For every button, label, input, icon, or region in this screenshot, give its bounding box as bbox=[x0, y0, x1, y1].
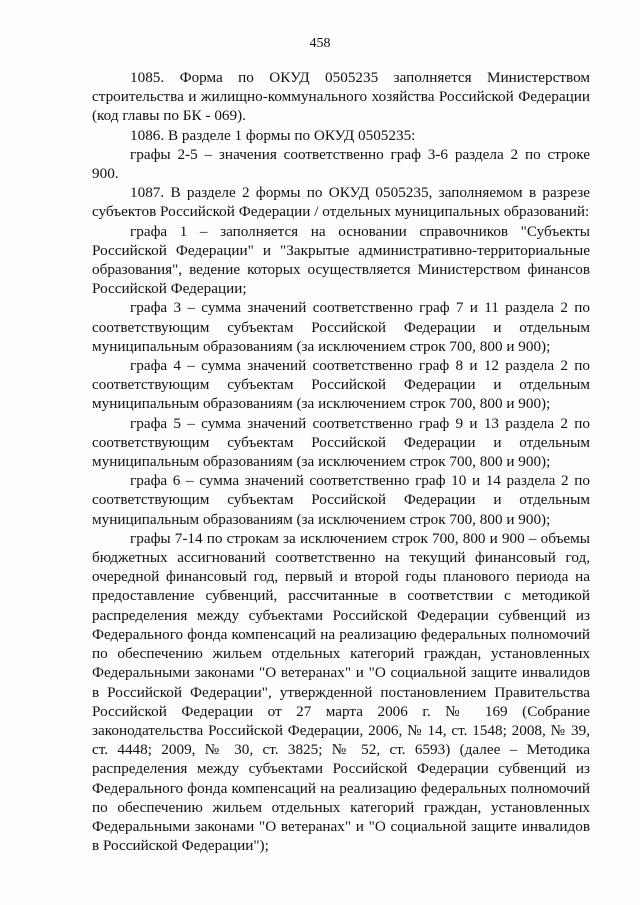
paragraph-column-6: графа 6 – сумма значений соответственно граф 10 и 14 раздела 2 по соответствующим субъектам Российской Федерации и отдельным муниципальным образованиям (за исключением строк 700, 800 и 900); bbox=[92, 472, 590, 528]
paragraph-1087: 1087. В разделе 2 формы по ОКУД 0505235, заполняемом в разрезе субъектов Российской Федерации / отдельных муниципальных образований: bbox=[92, 184, 590, 221]
paragraph-columns-7-14: графы 7-14 по строкам за исключением строк 700, 800 и 900 – объемы бюджетных ассигнований соответственно на текущий финансовый год, очередной финансовый год, первый и второй годы планового периода на предоставление субвенций, рассчитанные в соответствии с методикой распределения между субъектами Российской Федерации субвенций из Федерального фонда компенсаций на реализацию федеральных полномочий по обеспечению жильем отдельных категорий граждан, установленных Федеральными законами "О ветеранах" и "О социальной защите инвалидов в Российской Федерации", утвержденной постановлением Правительства Российской Федерации от 27 марта 2006 г. № 169 (Собрание законодательства Российской Федерации, 2006, № 14, ст. 1548; 2008, № 39, ст. 4448; 2009, № 30, ст. 3825; № 52, ст. 6593) (далее – Методика распределения между субъектами Российской Федерации субвенций из Федерального фонда компенсаций на реализацию федеральных полномочий по обеспечению жильем отдельных категорий граждан, установленных Федеральными законами "О ветеранах" и "О социальной защите инвалидов в Российской Федерации"); bbox=[92, 529, 590, 855]
page-number: 458 bbox=[309, 36, 331, 51]
paragraph-column-4: графа 4 – сумма значений соответственно граф 8 и 12 раздела 2 по соответствующим субъектам Российской Федерации и отдельным муниципальным образованиям (за исключением строк 700, 800 и 900); bbox=[92, 357, 590, 413]
paragraph-1086: 1086. В разделе 1 формы по ОКУД 0505235: bbox=[130, 126, 416, 144]
paragraph-column-1: графа 1 – заполняется на основании справочников "Субъекты Российской Федерации" и "Закрытые административно-территориальные образования", ведение которых осуществляется Министерством финансов Российской Федерации; bbox=[92, 222, 590, 298]
paragraph-column-5: графа 5 – сумма значений соответственно граф 9 и 13 раздела 2 по соответствующим субъектам Российской Федерации и отдельным муниципальным образованиям (за исключением строк 700, 800 и 900); bbox=[92, 414, 590, 471]
paragraph-1085: 1085. Форма по ОКУД 0505235 заполняется Министерством строительства и жилищно-коммунального хозяйства Российской Федерации (код главы по БК - 069). bbox=[92, 69, 590, 125]
document-body bbox=[92, 68, 590, 855]
paragraph-column-3: графа 3 – сумма значений соответственно граф 7 и 11 раздела 2 по соответствующим субъектам Российской Федерации и отдельным муниципальным образованиям (за исключением строк 700, 800 и 900); bbox=[92, 299, 590, 355]
paragraph-columns-2-5: графы 2-5 – значения соответственно граф 3-6 раздела 2 по строке 900. bbox=[92, 145, 590, 183]
